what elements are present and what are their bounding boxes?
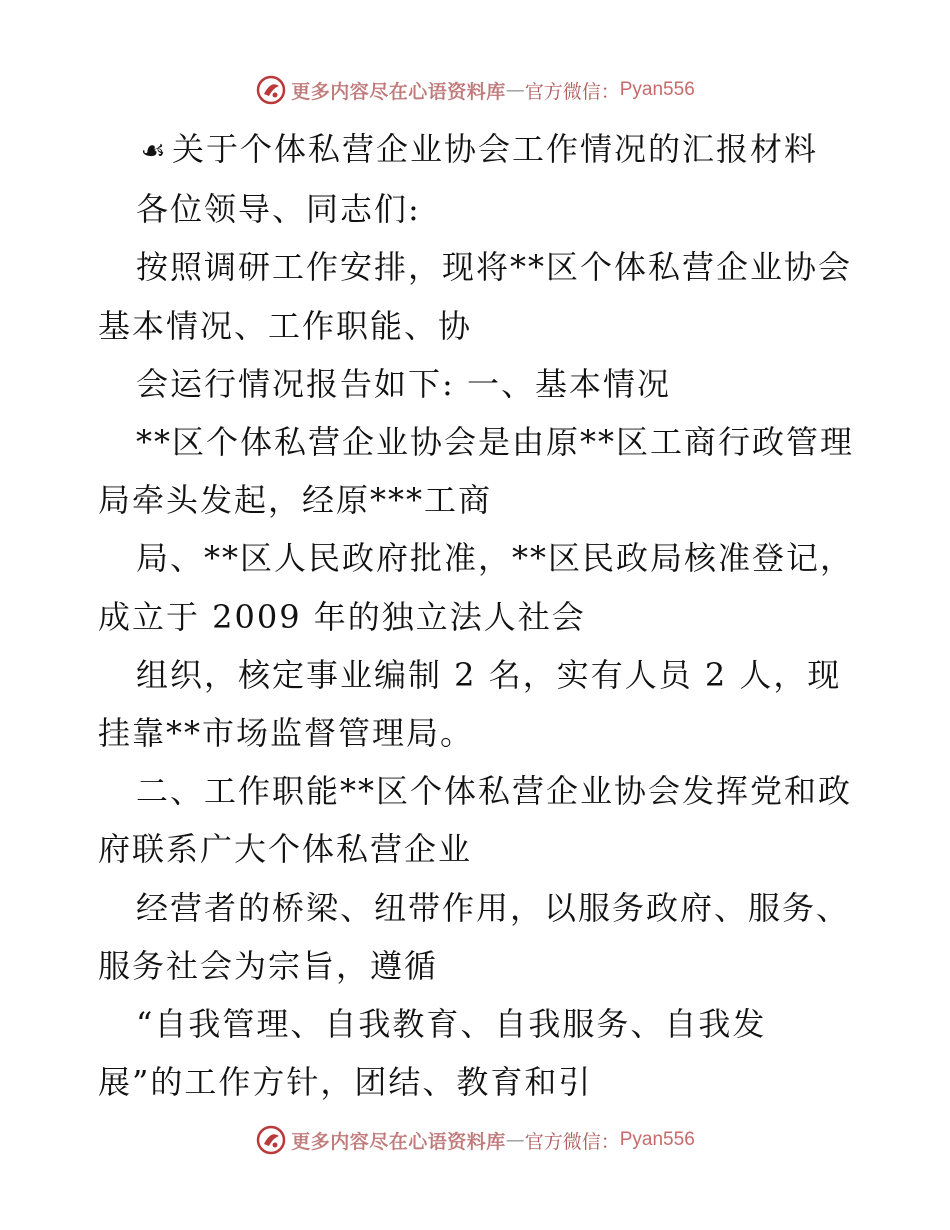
- document-body: [98, 120, 858, 1111]
- brand-logo-icon: [255, 74, 287, 106]
- paragraph-line: 会运行情况报告如下: 一、基本情况: [136, 364, 671, 403]
- paragraph-line: 局牵头发起，经原***工商: [98, 481, 493, 520]
- banner-slogan: 更多内容尽在心语资料库: [291, 80, 506, 103]
- paragraph-line: 各位领导、同志们:: [136, 190, 421, 229]
- paragraph-line: 成立于 2009 年的独立法人社会: [98, 597, 586, 636]
- banner-wechat-handle: Pyan556: [619, 1129, 695, 1150]
- paragraph-line: 服务社会为宗旨，遵循: [98, 946, 439, 985]
- banner-slogan: 更多内容尽在心语资料库: [291, 1130, 506, 1153]
- paragraph-line: “自我管理、自我教育、自我服务、自我发: [136, 1005, 767, 1044]
- document-title: ☙ 关于个体私营企业协会工作情况的汇报材料: [98, 120, 858, 180]
- paragraph-line: 基本情况、工作职能、协: [98, 306, 473, 345]
- footer-banner: [0, 1120, 950, 1160]
- paragraph-line: 按照调研工作安排，现将**区个体私营企业协会: [136, 248, 853, 287]
- paragraph-line: 挂靠**市场监督管理局。: [98, 714, 475, 753]
- banner-wechat-label: 官方微信：: [524, 1130, 620, 1153]
- banner-wechat-label: 官方微信：: [524, 80, 620, 103]
- paragraph-line: **区个体私营企业协会是由原**区工商行政管理: [136, 423, 855, 462]
- paragraph-line: 展”的工作方针，团结、教育和引: [98, 1063, 593, 1102]
- paragraph-line: 组织，核定事业编制 2 名，实有人员 2 人，现: [136, 655, 842, 694]
- paragraph-line: 府联系广大个体私营企业: [98, 830, 473, 869]
- header-banner: [0, 70, 950, 110]
- paragraph-line: 二、工作职能**区个体私营企业协会发挥党和政: [136, 772, 853, 811]
- banner-dash: —: [505, 79, 525, 101]
- banner-wechat-handle: Pyan556: [619, 79, 695, 100]
- paragraph-line: 经营者的桥梁、纽带作用，以服务政府、服务、: [136, 888, 851, 927]
- decorative-flourish-icon: ☙: [140, 134, 168, 167]
- banner-dash: —: [505, 1129, 525, 1151]
- paragraph-line: 局、**区人民政府批准，**区民政局核准登记，: [136, 539, 855, 578]
- brand-logo-icon: [255, 1124, 287, 1156]
